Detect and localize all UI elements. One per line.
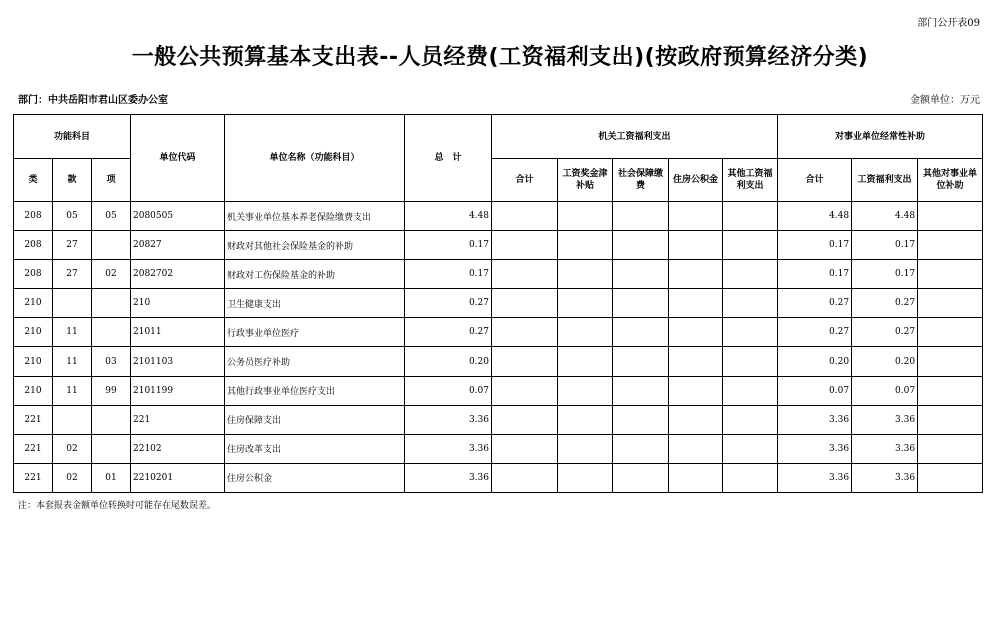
cell-kuan: 02 xyxy=(53,463,92,492)
cell-org-social xyxy=(613,376,669,405)
cell-kuan: 27 xyxy=(53,231,92,260)
header-total: 总 计 xyxy=(405,115,492,202)
cell-unit-code: 2082702 xyxy=(131,260,225,289)
cell-sub-other xyxy=(918,347,983,376)
cell-unit-name: 住房改革支出 xyxy=(225,434,405,463)
table-row xyxy=(14,260,983,289)
footnote: 注：本套报表金额单位转换时可能存在尾数误差。 xyxy=(18,501,217,511)
header-unit-code: 单位代码 xyxy=(131,115,225,202)
cell-xiang: 03 xyxy=(92,347,131,376)
cell-sub-other xyxy=(918,318,983,347)
cell-org-social xyxy=(613,463,669,492)
cell-kuan: 02 xyxy=(53,434,92,463)
cell-sub-wage: 0.27 xyxy=(852,318,918,347)
cell-xiang: 99 xyxy=(92,376,131,405)
table-row xyxy=(14,376,983,405)
cell-total: 3.36 xyxy=(405,405,492,434)
cell-org-other xyxy=(723,260,778,289)
table-row xyxy=(14,347,983,376)
cell-org-sum xyxy=(492,376,558,405)
header-sub-group: 对事业单位经常性补助 xyxy=(778,115,983,159)
cell-unit-code: 210 xyxy=(131,289,225,318)
cell-sub-other xyxy=(918,405,983,434)
cell-org-bonus xyxy=(558,347,613,376)
table-row xyxy=(14,463,983,492)
cell-unit-code: 221 xyxy=(131,405,225,434)
cell-sub-wage: 3.36 xyxy=(852,434,918,463)
cell-org-social xyxy=(613,434,669,463)
cell-sub-other xyxy=(918,289,983,318)
cell-total: 0.20 xyxy=(405,347,492,376)
cell-total: 0.17 xyxy=(405,260,492,289)
department-label: 部门：中共岳阳市君山区委办公室 xyxy=(18,95,168,106)
cell-org-housing xyxy=(669,405,723,434)
page-title: 一般公共预算基本支出表--人员经费(工资福利支出)(按政府预算经济分类) xyxy=(131,45,869,70)
cell-sub-wage: 4.48 xyxy=(852,202,918,231)
header-kuan: 款 xyxy=(53,159,92,202)
cell-org-social xyxy=(613,260,669,289)
header-unit-name: 单位名称（功能科目） xyxy=(225,115,405,202)
cell-lei: 210 xyxy=(14,318,53,347)
cell-org-sum xyxy=(492,289,558,318)
cell-sub-other xyxy=(918,463,983,492)
cell-org-housing xyxy=(669,463,723,492)
cell-org-social xyxy=(613,405,669,434)
cell-org-other xyxy=(723,231,778,260)
form-number: 部门公开表09 xyxy=(917,18,980,29)
cell-kuan xyxy=(53,405,92,434)
cell-org-housing xyxy=(669,260,723,289)
cell-org-housing xyxy=(669,318,723,347)
cell-sub-sum: 3.36 xyxy=(778,463,852,492)
table-row xyxy=(14,434,983,463)
cell-sub-sum: 3.36 xyxy=(778,405,852,434)
cell-org-housing xyxy=(669,347,723,376)
cell-xiang xyxy=(92,434,131,463)
cell-total: 0.27 xyxy=(405,318,492,347)
cell-sub-wage: 0.17 xyxy=(852,260,918,289)
cell-org-other xyxy=(723,434,778,463)
cell-total: 3.36 xyxy=(405,463,492,492)
cell-org-sum xyxy=(492,260,558,289)
cell-total: 4.48 xyxy=(405,202,492,231)
header-func-subject: 功能科目 xyxy=(14,115,131,159)
cell-lei: 210 xyxy=(14,347,53,376)
cell-org-housing xyxy=(669,289,723,318)
cell-sub-other xyxy=(918,260,983,289)
cell-org-social xyxy=(613,318,669,347)
cell-org-social xyxy=(613,347,669,376)
table-row xyxy=(14,289,983,318)
cell-org-other xyxy=(723,405,778,434)
cell-unit-name: 住房公积金 xyxy=(225,463,405,492)
cell-org-bonus xyxy=(558,434,613,463)
cell-xiang xyxy=(92,405,131,434)
cell-unit-name: 财政对工伤保险基金的补助 xyxy=(225,260,405,289)
cell-total: 0.27 xyxy=(405,289,492,318)
cell-lei: 221 xyxy=(14,434,53,463)
cell-sub-other xyxy=(918,202,983,231)
cell-org-other xyxy=(723,289,778,318)
cell-org-bonus xyxy=(558,202,613,231)
cell-xiang xyxy=(92,318,131,347)
header-sub-wage: 工资福利支出 xyxy=(852,159,918,202)
cell-sub-sum: 0.17 xyxy=(778,260,852,289)
cell-lei: 210 xyxy=(14,376,53,405)
cell-org-bonus xyxy=(558,376,613,405)
cell-unit-name: 住房保障支出 xyxy=(225,405,405,434)
cell-org-sum xyxy=(492,202,558,231)
table-row xyxy=(14,318,983,347)
cell-total: 3.36 xyxy=(405,434,492,463)
cell-unit-name: 卫生健康支出 xyxy=(225,289,405,318)
cell-sub-sum: 0.07 xyxy=(778,376,852,405)
table-row xyxy=(14,202,983,231)
cell-unit-code: 2080505 xyxy=(131,202,225,231)
cell-org-housing xyxy=(669,202,723,231)
cell-sub-sum: 0.27 xyxy=(778,289,852,318)
amount-unit-label: 金额单位：万元 xyxy=(910,95,980,106)
cell-total: 0.07 xyxy=(405,376,492,405)
cell-org-sum xyxy=(492,231,558,260)
cell-lei: 221 xyxy=(14,405,53,434)
cell-sub-other xyxy=(918,434,983,463)
header-sub-other: 其他对事业单位补助 xyxy=(918,159,983,202)
cell-unit-name: 公务员医疗补助 xyxy=(225,347,405,376)
cell-org-sum xyxy=(492,434,558,463)
cell-kuan: 27 xyxy=(53,260,92,289)
cell-sub-sum: 0.17 xyxy=(778,231,852,260)
cell-org-other xyxy=(723,347,778,376)
cell-xiang: 01 xyxy=(92,463,131,492)
budget-table xyxy=(13,114,983,493)
cell-org-social xyxy=(613,289,669,318)
cell-org-bonus xyxy=(558,318,613,347)
cell-unit-code: 20827 xyxy=(131,231,225,260)
cell-org-other xyxy=(723,463,778,492)
cell-org-other xyxy=(723,376,778,405)
cell-sub-wage: 0.20 xyxy=(852,347,918,376)
cell-lei: 221 xyxy=(14,463,53,492)
cell-sub-wage: 3.36 xyxy=(852,463,918,492)
cell-xiang: 02 xyxy=(92,260,131,289)
cell-lei: 208 xyxy=(14,260,53,289)
cell-total: 0.17 xyxy=(405,231,492,260)
cell-org-bonus xyxy=(558,260,613,289)
cell-org-bonus xyxy=(558,405,613,434)
header-org-social: 社会保障缴费 xyxy=(613,159,669,202)
cell-sub-wage: 0.27 xyxy=(852,289,918,318)
cell-sub-sum: 3.36 xyxy=(778,434,852,463)
cell-unit-name: 其他行政事业单位医疗支出 xyxy=(225,376,405,405)
cell-lei: 208 xyxy=(14,231,53,260)
cell-org-housing xyxy=(669,434,723,463)
cell-org-other xyxy=(723,202,778,231)
cell-kuan xyxy=(53,289,92,318)
cell-org-sum xyxy=(492,318,558,347)
header-lei: 类 xyxy=(14,159,53,202)
header-sub-sum: 合计 xyxy=(778,159,852,202)
cell-org-sum xyxy=(492,463,558,492)
header-org-other: 其他工资福利支出 xyxy=(723,159,778,202)
cell-unit-code: 2101103 xyxy=(131,347,225,376)
table-row xyxy=(14,231,983,260)
cell-lei: 208 xyxy=(14,202,53,231)
cell-unit-code: 22102 xyxy=(131,434,225,463)
cell-org-sum xyxy=(492,405,558,434)
cell-unit-name: 机关事业单位基本养老保险缴费支出 xyxy=(225,202,405,231)
cell-sub-sum: 4.48 xyxy=(778,202,852,231)
cell-sub-sum: 0.20 xyxy=(778,347,852,376)
cell-xiang: 05 xyxy=(92,202,131,231)
cell-xiang xyxy=(92,231,131,260)
cell-lei: 210 xyxy=(14,289,53,318)
cell-org-bonus xyxy=(558,463,613,492)
header-org-bonus: 工资奖金津补贴 xyxy=(558,159,613,202)
cell-sub-wage: 0.07 xyxy=(852,376,918,405)
cell-org-housing xyxy=(669,376,723,405)
header-xiang: 项 xyxy=(92,159,131,202)
cell-org-other xyxy=(723,318,778,347)
header-org-housing: 住房公积金 xyxy=(669,159,723,202)
cell-unit-name: 财政对其他社会保险基金的补助 xyxy=(225,231,405,260)
cell-org-sum xyxy=(492,347,558,376)
table-row xyxy=(14,405,983,434)
cell-unit-name: 行政事业单位医疗 xyxy=(225,318,405,347)
cell-sub-sum: 0.27 xyxy=(778,318,852,347)
cell-org-bonus xyxy=(558,289,613,318)
cell-xiang xyxy=(92,289,131,318)
cell-sub-other xyxy=(918,376,983,405)
cell-unit-code: 21011 xyxy=(131,318,225,347)
header-org-group: 机关工资福利支出 xyxy=(492,115,778,159)
cell-kuan: 11 xyxy=(53,376,92,405)
cell-unit-code: 2210201 xyxy=(131,463,225,492)
cell-kuan: 11 xyxy=(53,347,92,376)
cell-sub-other xyxy=(918,231,983,260)
cell-unit-code: 2101199 xyxy=(131,376,225,405)
cell-sub-wage: 3.36 xyxy=(852,405,918,434)
cell-org-social xyxy=(613,202,669,231)
cell-org-housing xyxy=(669,231,723,260)
cell-kuan: 11 xyxy=(53,318,92,347)
cell-org-social xyxy=(613,231,669,260)
cell-sub-wage: 0.17 xyxy=(852,231,918,260)
cell-org-bonus xyxy=(558,231,613,260)
header-row-1 xyxy=(14,115,983,159)
cell-kuan: 05 xyxy=(53,202,92,231)
header-org-sum: 合计 xyxy=(492,159,558,202)
